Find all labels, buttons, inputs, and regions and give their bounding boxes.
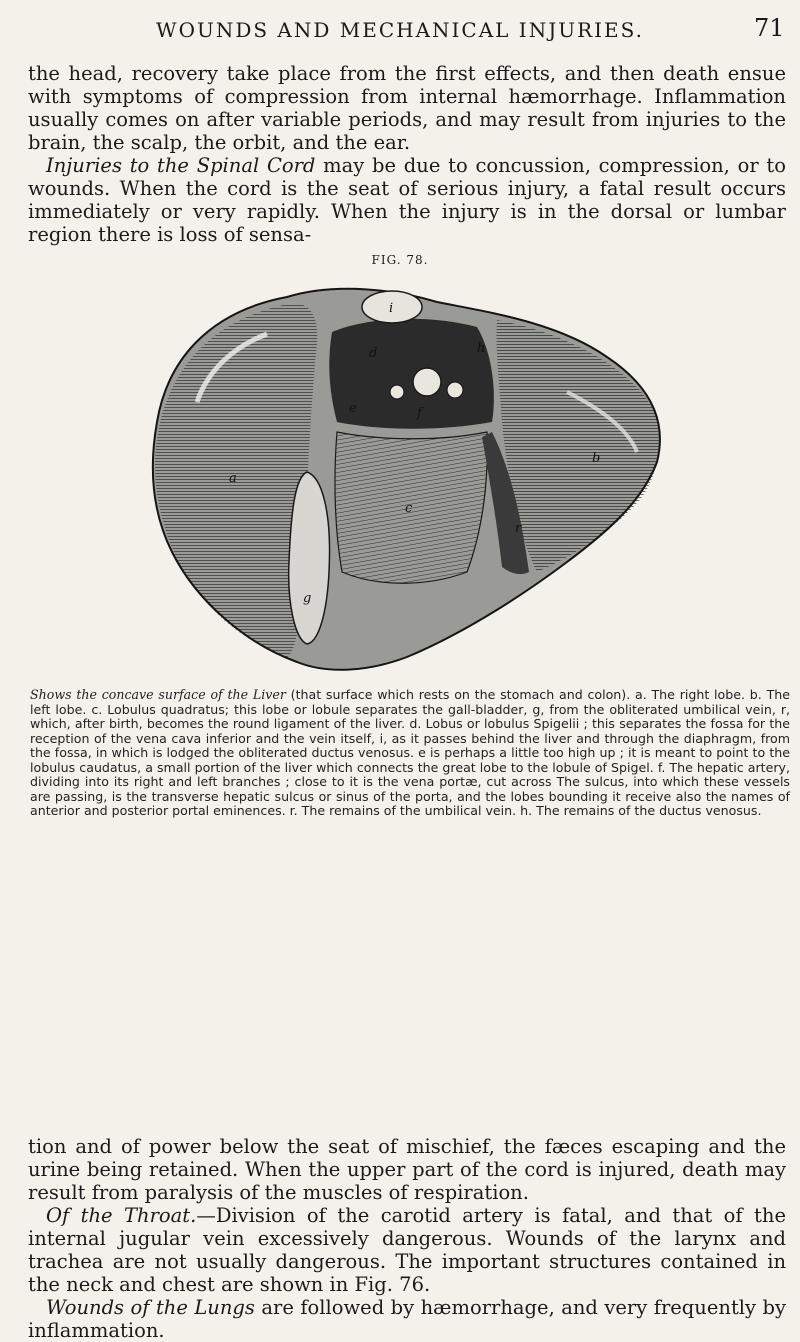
caption-title: Shows the concave surface of the Liver (30, 687, 286, 702)
portal-vein (413, 368, 441, 396)
figure-letter-a: a (229, 471, 237, 486)
paragraph (28, 154, 786, 246)
section-heading: Injuries to the Spinal Cord (46, 154, 316, 177)
caption-text: (that surface which rests on the stomach and colon). a. The right lobe. b. The left lobe. c. Lobulus quadratus; this lobe or lobule separates the gall-bladder, g, from the obliterated umbilical vein, r, which, after birth, becomes the round ligament of the liver. d. Lobus or lobulus Spigelii ; this separates the fossa for the reception of the vena cava inferior and the vein itself, i, as it passes behind the liver and through the diaphragm, from the fossa, in which is lodged the obliterated ductus venosus. e is perhaps a little too high up ; it is meant to point to the lobulus caudatus, a small portion of the liver which connects the great lobe to the lobule of Spigel. f. The hepatic artery, dividing into its right and left branches ; close to it is the vena portæ, cut across The sulcus, into which these vessels are passing, is the transverse hepatic sulcus or sinus of the porta, and the lobes bounding it receive also the names of anterior and posterior portal eminences. r. The remains of the umbilical vein. h. The remains of the ductus venosus. (30, 687, 790, 818)
figure-letter-r: r (515, 521, 522, 536)
paragraph-text: are followed by hæmorrhage, and very frequently by inflammation. (28, 1296, 786, 1342)
page-number: 71 (754, 14, 785, 42)
figure-letter-c: c (405, 501, 413, 516)
figure-label: FIG. 78. (371, 253, 429, 267)
figure-letter-e: e (349, 401, 357, 416)
figure-letter-f: f (417, 406, 422, 421)
hepatic-artery (390, 385, 404, 399)
gall-bladder (289, 472, 330, 644)
figure-caption (30, 688, 790, 819)
paragraph: the head, recovery take place from the first effects, and then death ensue with symptoms of compression from internal hæmorrhage. Inflammation usually comes on after variable periods, and may result from injuries to the brain, the scalp, the orbit, and the ear. (28, 62, 786, 154)
figure-letter-d: d (369, 346, 378, 361)
bile-duct (447, 382, 463, 398)
paragraph (28, 1204, 786, 1296)
figure-letter-b: b (592, 451, 601, 466)
figure-letter-g: g (303, 591, 312, 606)
bottom-text-block (28, 1135, 786, 1342)
top-text-block (28, 62, 786, 246)
figure-letter-h: h (477, 341, 486, 356)
section-heading: Wounds of the Lungs (46, 1296, 255, 1319)
running-head: WOUNDS AND MECHANICAL INJURIES. (156, 18, 644, 42)
paragraph-text: —Division of the carotid artery is fatal, and that of the internal jugular vein excessively dangerous. Wounds of the larynx and trachea are not usually dangerous. The important structures contained in the neck and chest are shown in Fig. 76. (28, 1204, 786, 1296)
liver-illustration (137, 272, 675, 680)
paragraph: tion and of power below the seat of mischief, the fæces escaping and the urine being retained. When the upper part of the cord is injured, death may result from paralysis of the muscles of respiration. (28, 1135, 786, 1204)
paragraph-text: may be due to concussion, compression, or to wounds. When the cord is the seat of serious injury, a fatal result occurs immediately or very rapidly. When the injury is in the dorsal or lumbar region there is loss of sensa- (28, 154, 786, 246)
paragraph (28, 1296, 786, 1342)
figure-letter-i: i (389, 301, 394, 316)
section-heading: Of the Throat. (46, 1204, 197, 1227)
